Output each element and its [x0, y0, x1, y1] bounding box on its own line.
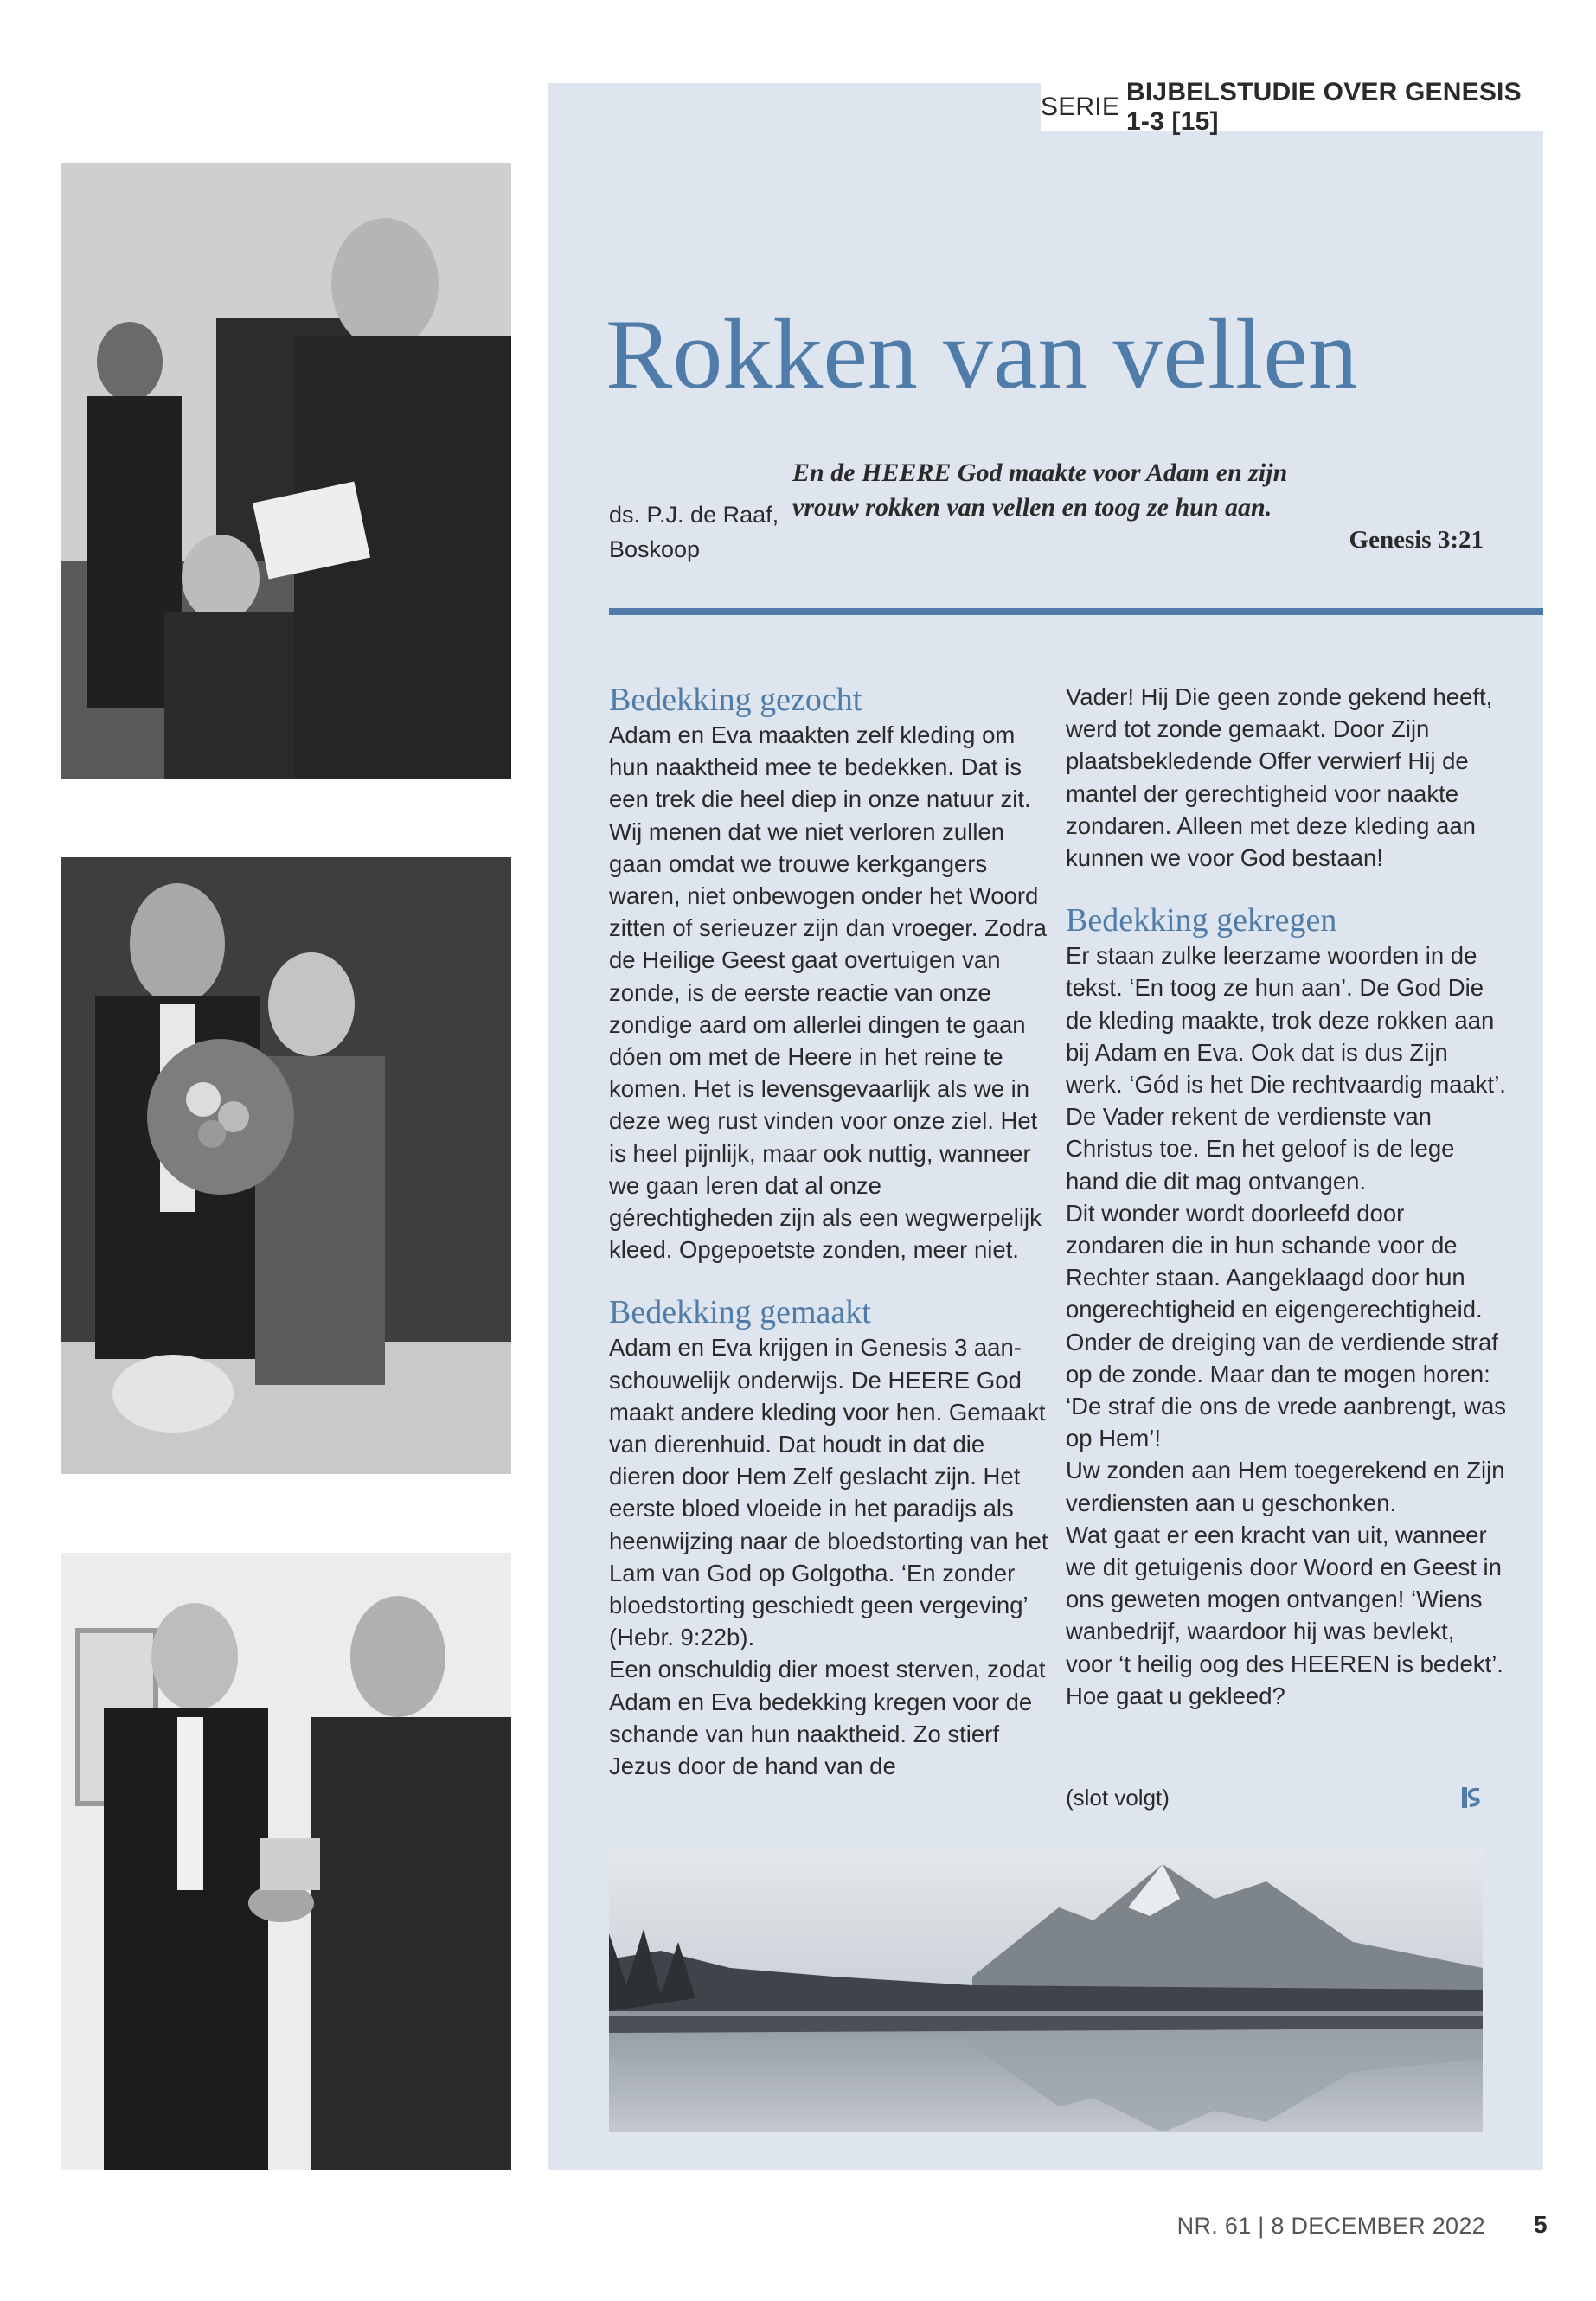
- section-body-gemaakt: Adam en Eva krijgen in Genesis 3 aanschouwelijk onderwijs. De HEERE God maakt andere kleding voor hen. Gemaakt van dierenhuid. Dat houdt in dat die dieren door Hem Zelf geslacht zijn. Het eerste bloed vloeide in het paradijs als heenwijzing naar de bloedstorting van het Lam van God op Golgotha. ‘En zonder bloedstorting geschiedt geen vergeving’ (Hebr. 9:22b).: [609, 1334, 1048, 1651]
- section-body-gemaakt-continued: Vader! Hij Die geen zonde gekend heeft, werd tot zonde gemaakt. Door Zijn plaatsbekledende Offer verwierf Hij de mantel der gerechtigheid voor naakte zondaren. Alleen met deze kleding aan kunnen we voor God bestaan!: [1066, 683, 1493, 872]
- series-prefix: SERIE: [1041, 92, 1120, 121]
- author-name: ds. P.J. de Raaf,: [609, 502, 779, 528]
- divider-rule: [609, 608, 1543, 615]
- section-body-gezocht: Adam en Eva maakten zelf kleding om hun naaktheid mee te bedekken. Dat is een trek die heel diep in onze natuur zit. Wij menen dat we niet verloren zullen gaan omdat we trouwe kerkgangers waren, niet onbewogen onder het Woord zitten of serieuzer zijn dan vroeger. Zodra de Heilige Geest gaat overtuigen van zonde, is de eerste reactie van onze zondige aard om allerlei dingen te gaan dóen om met de Heere in het reine te komen. Het is levensgevaarlijk als we in deze weg rust vinden voor onze ziel. Het is heel pijnlijk, maar ook nuttig, wanneer we gaan leren dat al onze gérechtigheden zijn als een wegwerpelijk kleed. Opgepoetste zonden, meer niet.: [609, 721, 1047, 1264]
- photo-handshake-illustration: [61, 1553, 511, 2170]
- page-number: 5: [1534, 2211, 1548, 2238]
- scripture-quote: [792, 456, 1484, 525]
- section-body-gekregen: Er staan zulke leerzame woorden in de tekst. ‘En toog ze hun aan’. De God Die de kleding maakte, trok deze rokken aan bij Adam en Eva. Ook dat is dus Zijn werk. ‘Gód is het Die rechtvaardig maakt’. De Vader rekent de verdienste van Christus toe. En het geloof is de lege hand die dit mag ontvangen.: [1066, 942, 1506, 1195]
- end-mark-icon: [1462, 1787, 1481, 1808]
- text-column-right: [1066, 681, 1507, 1712]
- section-body-gekregen-4: Wat gaat er een kracht van uit, wanneer we dit getuigenis door Woord en Geest in ons geweten mogen ontvangen! ‘Wiens wanbedrijf, waardoor hij was bevlekt, voor ‘t heilig oog des HEEREN is bedekt’. Hoe gaat u gekleed?: [1066, 1521, 1503, 1709]
- section-heading-gezocht: Bedekking gezocht: [609, 682, 862, 718]
- series-name: BIJBELSTUDIE OVER GENESIS 1-3 [15]: [1126, 77, 1522, 136]
- issue-info: NR. 61 | 8 DECEMBER 2022: [1176, 2213, 1485, 2239]
- series-label: [1041, 77, 1543, 136]
- photo-flowers: [61, 857, 511, 1474]
- verse-line-1: En de HEERE God maakte voor Adam en zijn: [792, 458, 1288, 487]
- continuation-note: (slot volgt): [1066, 1785, 1170, 1811]
- author-place: Boskoop: [609, 536, 701, 562]
- photo-presentation-illustration: [61, 163, 511, 779]
- section-body-gekregen-2: Dit wonder wordt doorleefd door zondaren die in hun schande voor de Rechter staan. Aangeklaagd door hun ongerechtigheid en eigengerechtigheid. Onder de dreiging van de verdiende straf op de zonde. Maar dan te mogen horen: ‘De straf die ons de vrede aanbrengt, was op Hem’!: [1066, 1199, 1507, 1452]
- photo-flowers-illustration: [61, 857, 511, 1474]
- section-body-gekregen-3: Uw zonden aan Hem toegerekend en Zijn verdiensten aan u geschonken.: [1066, 1457, 1505, 1516]
- author-byline: [609, 497, 779, 567]
- text-column-left: [609, 681, 1050, 1782]
- mountain-lake-illustration: [609, 1847, 1483, 2132]
- section-heading-gemaakt: Bedekking gemaakt: [609, 1294, 871, 1331]
- mountain-lake-photo: [609, 1847, 1483, 2132]
- verse-reference: Genesis 3:21: [1349, 526, 1484, 554]
- verse-line-2: vrouw rokken van vellen en toog ze hun aan.: [792, 493, 1272, 522]
- article-title: Rokken van vellen: [606, 299, 1358, 410]
- photo-handshake: [61, 1553, 511, 2170]
- section-body-gemaakt-2: Een onschuldig dier moest sterven, zodat Adam en Eva bedekking kregen voor de schande van hun naaktheid. Zo stierf Jezus door de hand van de: [609, 1656, 1046, 1780]
- photo-presentation: [61, 163, 511, 779]
- section-heading-gekregen: Bedekking gekregen: [1066, 902, 1337, 939]
